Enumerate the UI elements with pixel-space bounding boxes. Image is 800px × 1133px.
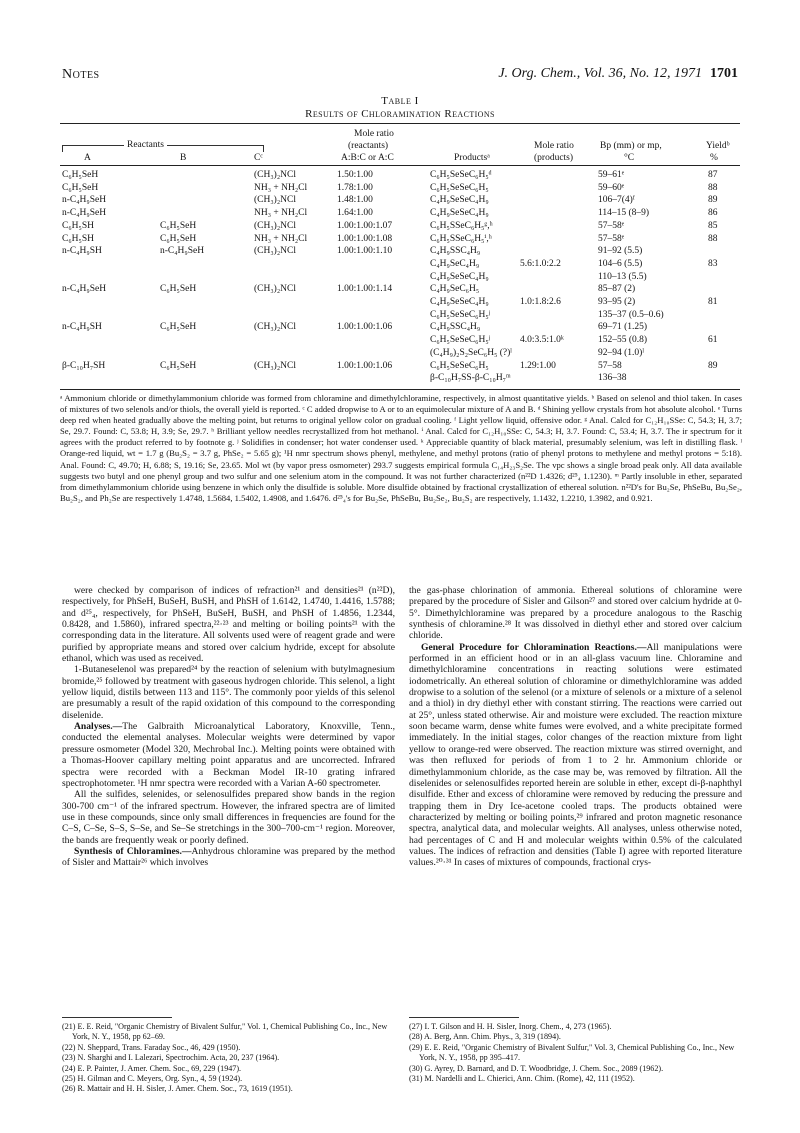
products-ratio-header-1: Mole ratio: [534, 141, 574, 151]
running-head-journal: [498, 66, 738, 82]
cell-product: C₄H₉SSC₄H₉: [430, 246, 481, 257]
cell-yield: 88: [708, 233, 718, 244]
cell-product: C₄H₉SeSeC₄H₉: [430, 195, 489, 206]
footnote-rule-right: [409, 1017, 519, 1018]
cell-product: C₄H₉SeC₄H₉: [430, 258, 480, 269]
reference-entry: (29) E. E. Reid, "Organic Chemistry of Bivalent Sulfur," Vol. 3, Chemical Publishing Co., Inc., New York, N. Y., 1958, pp 395–417.: [409, 1042, 735, 1063]
cell-reactant-a: C₆H₅SeH: [62, 170, 99, 180]
reactants-header: Reactants: [124, 140, 167, 150]
cell-bp: 85–87 (2): [598, 284, 636, 295]
cell-yield: 61: [708, 335, 718, 346]
paragraph: [62, 664, 395, 721]
yield-header-2: %: [710, 153, 718, 163]
paragraph-text: the gas-phase chlorination of ammonia. Ethereal solutions of chloramine were prepared by the procedure of Sisler and Gilson²⁷ and stored over calcium hydride at 0-5°. Dimethylchloramine was prepared by a procedure analogous to the Raschig synthesis of chloramine.²⁸ It was dissolved in diethyl ether and stored over calcium chloride.: [409, 585, 742, 642]
cell-reactant-a: C₆H₅SH: [62, 220, 94, 231]
cell-reactant-a: β-C₁₀H₇SH: [62, 360, 106, 371]
bp-header-2: °C: [624, 153, 635, 163]
references-left: [62, 1022, 395, 1095]
footnote-rule-left: [62, 1017, 172, 1018]
cell-mole-ratio: 1.50:1.00: [337, 170, 373, 180]
cell-mole-ratio: 1.00:1.00:1.07: [337, 220, 393, 231]
cell-product: β-C₁₀H₇SS-β-C₁₀H₇ᵐ: [430, 373, 511, 384]
cell-reactant-c: (CH₃)₂NCl: [254, 220, 296, 231]
paragraph: [62, 585, 395, 664]
running-head-section: Notes: [62, 67, 100, 82]
cell-reactant-b: C₆H₅SeH: [160, 220, 197, 231]
cell-reactant-c: (CH₃)₂NCl: [254, 170, 296, 180]
reference-entry: (26) R. Mattair and H. H. Sisler, J. Amer. Chem. Soc., 73, 1619 (1951).: [62, 1084, 293, 1094]
col-c-header: Cᶜ: [254, 153, 263, 163]
mole-ratio-header-1: Mole ratio: [354, 129, 394, 139]
paragraph-text: Anhydrous chloramine was prepared by the method of Sisler and Mattair²⁶ which involves: [62, 845, 395, 869]
cell-product-ratio: 5.6:1.0:2.2: [520, 258, 561, 269]
cell-reactant-c: (CH₃)₂NCl: [254, 360, 296, 371]
reference-entry: (23) N. Sharghi and I. Lalezari, Spectrochim. Acta, 20, 237 (1964).: [62, 1053, 280, 1063]
products-ratio-header-2: (products): [534, 153, 574, 163]
paragraph-text: were checked by comparison of indices of refraction²¹ and densities²¹ (n²²D), respectively, for PhSeH, BuSeH, BuSH, and PhSH of 1.6142, 1.4740, 1.4416, 1.5788; and d²⁵₄, respectively, for PhSeH, BuSeH, BuSH, and PhSH of 1.4856, 1.2344, 0.8428, and 1.5860), infrared spectra,²²·²³ and melting or boiling points²¹ with the corresponding data in the literature. All solvents used were of reagent grade and were purified by appropriate means and stored over calcium hydride, except for absolute ethanol, which was used as received.: [62, 585, 395, 665]
cell-reactant-b: C₆H₅SeH: [160, 284, 197, 295]
cell-bp: 114–15 (8–9): [598, 208, 650, 219]
left-column: [62, 585, 395, 869]
section-run-in-head: Synthesis of Chloramines.—: [74, 845, 192, 857]
cell-reactant-c: (CH₃)₂NCl: [254, 246, 296, 257]
paragraph-text: 1-Butaneselenol was prepared²⁴ by the reaction of selenium with butylmagnesium bromide,²⁵ followed by treatment with gaseous hydrogen chloride. This selenol, a light yellow liquid, distils between 113 and 115°. The commonly poor yields of this selenol are presumably a result of the rapid oxidation of this compound to the corresponding diselenide.: [62, 664, 395, 721]
reference-entry: (25) H. Gilman and C. Meyers, Org. Syn., 4, 59 (1924).: [62, 1074, 243, 1084]
cell-bp: 57–58: [598, 360, 622, 371]
paragraph-text: All manipulations were performed in an efficient hood or in an all-glass vacuum line. Chloramine and dimethylchloramine concentrations in reacting solutions were estimated iodometrically. An ethereal solution of chloramine or dimethylchloramine was added dropwise to a solution of the selenol (or a mixture of selenols or a mixture of a selenol and a thiol) in dry diethyl ether with constant stirring. The reactions were carried out at 25°, unless stated otherwise. Air and moisture were excluded. The reaction mixture soon became warm, dense white fumes were evolved, and a white precipitate formed immediately. In the initial stages, color changes of the reaction mixture from light yellow to orange-red were observed. The reaction mixture was stirred overnight, and was then refluxed for periods of from 1 to 2 hr. Ammonium chloride or dimethylammonium chloride, as the case may be, was removed by filtration. All the diselenides or selenosulfides reported herein are soluble in ether, except di-β-naphthyl disulfide. Ether and excess of chloramine were removed by reducing the pressure and trapping them in Dry Ice-acetone cooled traps. The products obtained were characterized by melting or boiling points,²⁹ infrared and proton magnetic resonance spectra, analytical data, and molecular weights. All analyses, unless otherwise noted, had percentages of C and H and molecular weights within 0.5% of the calculated values. The indices of refraction and densities (Table I) agree with reported literature values.²⁰·³¹ In cases of mixtures of compounds, fractional crys-: [409, 641, 742, 869]
cell-product: C₆H₅SeSeC₆H₅ᵈ: [430, 170, 492, 180]
cell-reactant-a: n-C₄H₉SeH: [62, 195, 107, 206]
references-right: [409, 1022, 742, 1084]
cell-mole-ratio: 1.64:1.00: [337, 208, 373, 219]
cell-reactant-a: C₆H₅SH: [62, 233, 94, 244]
cell-bp: 152–55 (0.8): [598, 335, 648, 346]
cell-reactant-a: C₆H₅SeH: [62, 182, 99, 193]
cell-product: C₄H₉SeSeC₄H₉: [430, 271, 489, 282]
cell-bp: 104–6 (5.5): [598, 258, 643, 269]
cell-reactant-b: n-C₄H₉SeH: [160, 246, 205, 257]
cell-bp: 135–37 (0.5–0.6): [598, 309, 664, 320]
paragraph-text: All the sulfides, selenides, or selenosulfides prepared show bands in the region 300-700 cm⁻¹ of the infrared spectrum. However, the infrared spectra are of limited use in these compounds, since only small differences in frequencies are found for the C–S, C–Se, S–S, S–Se, and Se–Se stretchings in the 300–700-cm⁻¹ region. Moreover, the bands are frequently weak or poorly defined.: [62, 789, 395, 846]
cell-yield: 89: [708, 360, 718, 371]
journal-citation: J. Org. Chem., Vol. 36, No. 12, 1971: [498, 66, 702, 81]
cell-bp: 59–60ᵉ: [598, 182, 625, 193]
col-a-header: A: [84, 153, 91, 163]
page-number: 1701: [710, 66, 738, 81]
products-header: Productsᵃ: [454, 153, 490, 163]
paragraph: [62, 721, 395, 789]
cell-reactant-b: C₆H₅SeH: [160, 233, 197, 244]
reference-entry: (31) M. Nardelli and L. Chierici, Ann. Chim. (Rome), 42, 111 (1952).: [409, 1074, 635, 1084]
cell-reactant-a: n-C₄H₉SeH: [62, 208, 107, 219]
cell-product: C₆H₅SeSeC₆H₅: [430, 360, 489, 371]
section-run-in-head: General Procedure for Chloramination Reactions.—: [421, 641, 647, 653]
cell-product: (C₄H₉)₂S₂SeC₆H₅ (?)ˡ: [430, 347, 512, 358]
table-top-rule: [60, 123, 740, 124]
cell-reactant-c: NH₃ + NH₂Cl: [254, 182, 308, 193]
mole-ratio-header-2: (reactants): [348, 141, 389, 151]
mole-ratio-header-3: A:B:C or A:C: [341, 153, 394, 163]
table-title: Table I: [381, 95, 419, 107]
cell-reactant-b: C₆H₅SeH: [160, 360, 197, 371]
cell-product-ratio: 1.29:1.00: [520, 360, 556, 371]
cell-yield: 85: [708, 220, 718, 231]
cell-mole-ratio: 1.00:1.00:1.14: [337, 284, 393, 295]
reference-entry: (28) A. Berg, Ann. Chim. Phys., 3, 319 (1894).: [409, 1032, 561, 1042]
cell-reactant-c: (CH₃)₂NCl: [254, 195, 296, 206]
cell-yield: 88: [708, 182, 718, 193]
cell-product: C₆H₅SSeC₆H₅ⁱ,ʰ: [430, 233, 492, 244]
cell-product: C₄H₉SeSeC₄H₉: [430, 297, 489, 307]
cell-mole-ratio: 1.00:1.00:1.06: [337, 322, 393, 333]
yield-header-1: Yieldᵇ: [706, 141, 730, 151]
cell-mole-ratio: 1.00:1.00:1.06: [337, 360, 393, 371]
cell-mole-ratio: 1.48:1.00: [337, 195, 373, 206]
cell-yield: 86: [708, 208, 718, 219]
cell-bp: 91–92 (5.5): [598, 246, 643, 257]
cell-mole-ratio: 1.00:1.00:1.08: [337, 233, 393, 244]
cell-reactant-c: (CH₃)₂NCl: [254, 284, 296, 295]
cell-reactant-a: n-C₄H₉SeH: [62, 284, 107, 295]
table-caption: Results of Chloramination Reactions: [305, 108, 495, 120]
right-column: [409, 585, 742, 869]
paragraph: [409, 585, 742, 642]
cell-product: C₄H₉SeSeC₄H₉: [430, 208, 489, 219]
table-footnotes: ᵃ Ammonium chloride or dimethylammonium chloride was formed from chloramine and dimethylchloramine, respectively, in almost quantitative yields. ᵇ Based on selenol and thiol taken. In cases of mixtures of two selenols and/or thiols, the overall yield is reported. ᶜ C added dropwise to A or to an equimolecular mixture of A and B. ᵈ Shining yellow crystals from hot absolute alcohol. ᵉ Turns deep red when heated gradually above the melting point, but returns to original yellow color on gradual cooling. ᶠ Light yellow liquid, offensive odor. ᵍ Anal. Calcd for C₁₂H₁₀SSe: C, 54.3; H, 3.7; Se, 29.7. Found: C, 53.8; H, 3.9; Se, 29.7. ʰ Brilliant yellow needles recrystallized from hot methanol. ⁱ Anal. Calcd for C₁₂H₁₀SSe: C, 54.3; H, 3.7. Found: C, 53.4; H, 3.7. The ir spectrum for it agrees with the product referred to by footnote g. ʲ Solidifies in condenser; hot water condenser used. ᵏ Appreciable quantity of black material, presumably selenium, was left in distilling flask. ˡ Orange-red liquid, wt = 1.7 g (Bu₂S₂ = 3.7 g, PhSe₂ = 5.65 g); ¹H nmr spectrum shows phenyl, methylene, and methyl protons (ratio of phenyl protons to methylene and methyl protons = 5:18). Anal. Found: C, 49.70; H, 6.88; S, 19.16; Se, 23.65. Mol wt (by vapor press osmometer) 293.7 suggests empirical formula C₁₄H₂₃S₂Se. The vpc shows a single broad peak only. All data available suggests two butyl and one phenyl group and two sulfur and one selenium atom in the compound. It was not further characterized (n²²D 1.4326; d²⁵₄ 1.1230). ᵐ Partly insoluble in ether, separated from dimethylammonium chloride using benzene in which only the disulfide is soluble. More disulfide obtained by fractional crystallization of ethereal solution. n²²D's for Bu₂Se, PhSeBu, Bu₂Se₂, Bu₂S₂, and Ph₂Se are respectively 1.4748, 1.5684, 1.5402, 1.4908, and 1.6476. d²⁵₄'s for Bu₂Se, PhSeBu, Bu₂Se₂, Bu₂S₂ are respectively, 1.1432, 1.2210, 1.3982, and 0.921.: [60, 393, 742, 503]
bp-header-1: Bp (mm) or mp,: [600, 141, 662, 151]
section-run-in-head: Analyses.—: [74, 721, 123, 733]
cell-product: C₆H₅SeSeC₆H₅ʲ: [430, 335, 491, 346]
cell-bp: 57–58ᵉ: [598, 220, 625, 231]
cell-bp: 106–7(4)ᶠ: [598, 195, 635, 206]
cell-product: C₆H₅SeSeC₆H₅ʲ: [430, 309, 491, 320]
cell-bp: 110–13 (5.5): [598, 271, 647, 282]
cell-yield: 83: [708, 258, 718, 269]
cell-product: C₄H₉SSC₄H₉: [430, 322, 481, 333]
reference-entry: (27) I. T. Gilson and H. H. Sisler, Inorg. Chem., 4, 273 (1965).: [409, 1022, 612, 1031]
cell-mole-ratio: 1.00:1.00:1.10: [337, 246, 393, 257]
cell-reactant-a: n-C₄H₉SH: [62, 322, 102, 333]
cell-yield: 89: [708, 195, 718, 206]
cell-yield: 87: [708, 170, 718, 180]
reference-entry: (24) E. P. Painter, J. Amer. Chem. Soc., 69, 229 (1947).: [62, 1063, 242, 1073]
table-bottom-rule: [60, 389, 740, 390]
paragraph-text: The Galbraith Microanalytical Laboratory, Knoxville, Tenn., conducted the elemental analyses. Molecular weights were determined by vapor pressure osmometer (Model 320, Mechrobal Inc.). Melting points were obtained with a Thomas-Hoover capillary melting point apparatus and are uncorrected. Infrared spectra were recorded with a Beckman Model IR-10 grating infrared spectrophotometer. ¹H nmr spectra were recorded with a Varian A-60 spectrometer.: [62, 721, 395, 789]
cell-yield: 81: [708, 297, 718, 307]
reference-entry: (30) G. Ayrey, D. Barnard, and D. T. Woodbridge, J. Chem. Soc., 2089 (1962).: [409, 1063, 664, 1073]
cell-product: C₆H₅SeSeC₆H₅: [430, 182, 489, 193]
col-b-header: B: [180, 153, 187, 163]
cell-product: C₄H₉SeC₆H₅: [430, 284, 480, 295]
cell-product: C₆H₅SSeC₆H₅ᵍ,ʰ: [430, 220, 493, 231]
cell-mole-ratio: 1.78:1.00: [337, 182, 373, 193]
cell-reactant-b: C₆H₅SeH: [160, 322, 197, 333]
cell-reactant-c: NH₃ + NH₂Cl: [254, 208, 308, 219]
paragraph: [409, 642, 742, 869]
reference-entry: (22) N. Sheppard, Trans. Faraday Soc., 46, 429 (1950).: [62, 1042, 241, 1052]
paragraph: [62, 789, 395, 846]
cell-bp: 93–95 (2): [598, 297, 636, 307]
paragraph: [62, 846, 395, 869]
cell-bp: 59–61ᵉ: [598, 170, 625, 180]
cell-bp: 69–71 (1.25): [598, 322, 648, 333]
cell-bp: 136–38: [598, 373, 627, 384]
cell-bp: 57–58ᵉ: [598, 233, 625, 244]
cell-reactant-a: n-C₄H₉SH: [62, 246, 102, 257]
table-head-rule: [60, 165, 740, 166]
cell-reactant-c: (CH₃)₂NCl: [254, 322, 296, 333]
cell-product-ratio: 1.0:1.8:2.6: [520, 297, 561, 307]
cell-reactant-c: NH₃ + NH₂Cl: [254, 233, 308, 244]
cell-product-ratio: 4.0:3.5:1.0ᵏ: [520, 335, 564, 346]
cell-bp: 92–94 (1.0)ˡ: [598, 347, 644, 358]
reference-entry: (21) E. E. Reid, "Organic Chemistry of Bivalent Sulfur," Vol. 1, Chemical Publishing Co., Inc., New York, N. Y., 1958, pp 62–69.: [62, 1022, 388, 1042]
